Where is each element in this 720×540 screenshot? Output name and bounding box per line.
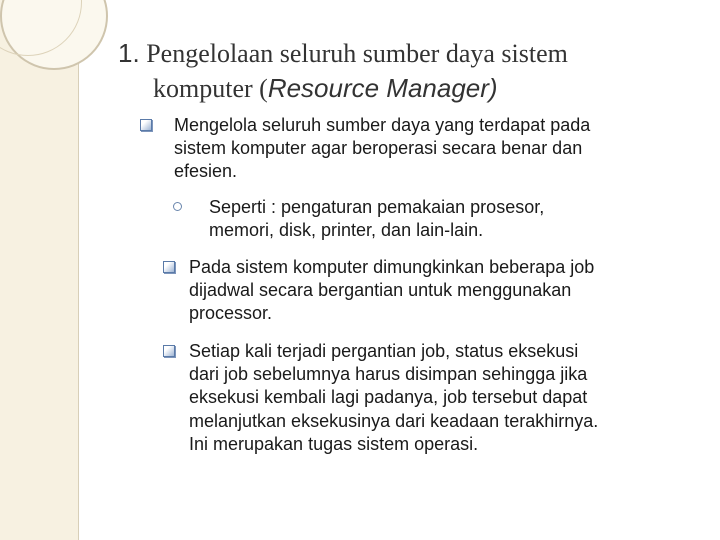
- checkbox-bullet-icon: [163, 345, 175, 357]
- bullet-line: dari job sebelumnya harus disimpan sehingga jika: [189, 364, 588, 385]
- title-italic: Resource Manager): [267, 73, 498, 103]
- checkbox-bullet-icon: [140, 119, 152, 131]
- title-number: 1.: [118, 38, 140, 68]
- bullet-line: efesien.: [174, 161, 238, 182]
- bullet-line: Mengelola seluruh sumber daya yang terdapat pada: [174, 115, 591, 135]
- bullet-text: [140, 114, 700, 184]
- bullet-text: [163, 340, 720, 456]
- sub-bullet-item: [173, 196, 673, 242]
- title-line-1: [118, 36, 678, 71]
- bullet-item-1: [140, 114, 700, 184]
- bullet-line: melanjutkan eksekusinya dari keadaan terakhirnya.: [189, 410, 599, 431]
- bullet-line: Setiap kali terjadi pergantian job, status eksekusi: [189, 341, 579, 361]
- sub-bullet-line: memori, disk, printer, dan lain-lain.: [209, 220, 484, 241]
- bullet-line: processor.: [189, 303, 273, 324]
- bullet-item-2: [163, 256, 703, 326]
- sub-bullet-line: Seperti : pengaturan pemakaian prosesor,: [209, 197, 545, 217]
- bullet-line: Pada sistem komputer dimungkinkan beberapa job: [189, 257, 595, 277]
- bullet-item-3: [163, 340, 720, 456]
- bullet-line: eksekusi kembali lagi padanya, job tersebut dapat: [189, 387, 588, 408]
- decorative-side-panel: [0, 0, 79, 540]
- title-line-2: [118, 71, 678, 106]
- bullet-line: Ini merupakan tugas sistem operasi.: [189, 433, 479, 454]
- title-text-2: komputer (: [153, 74, 268, 103]
- bullet-line: sistem komputer agar beroperasi secara benar dan: [174, 138, 583, 159]
- bullet-text: [163, 256, 703, 326]
- slide-title: [118, 36, 678, 106]
- sub-bullet-text: [173, 196, 673, 242]
- title-text-1: Pengelolaan seluruh sumber daya sistem: [146, 39, 568, 68]
- bullet-line: dijadwal secara bergantian untuk menggunakan: [189, 280, 572, 301]
- checkbox-bullet-icon: [163, 261, 175, 273]
- circle-bullet-icon: [173, 202, 182, 211]
